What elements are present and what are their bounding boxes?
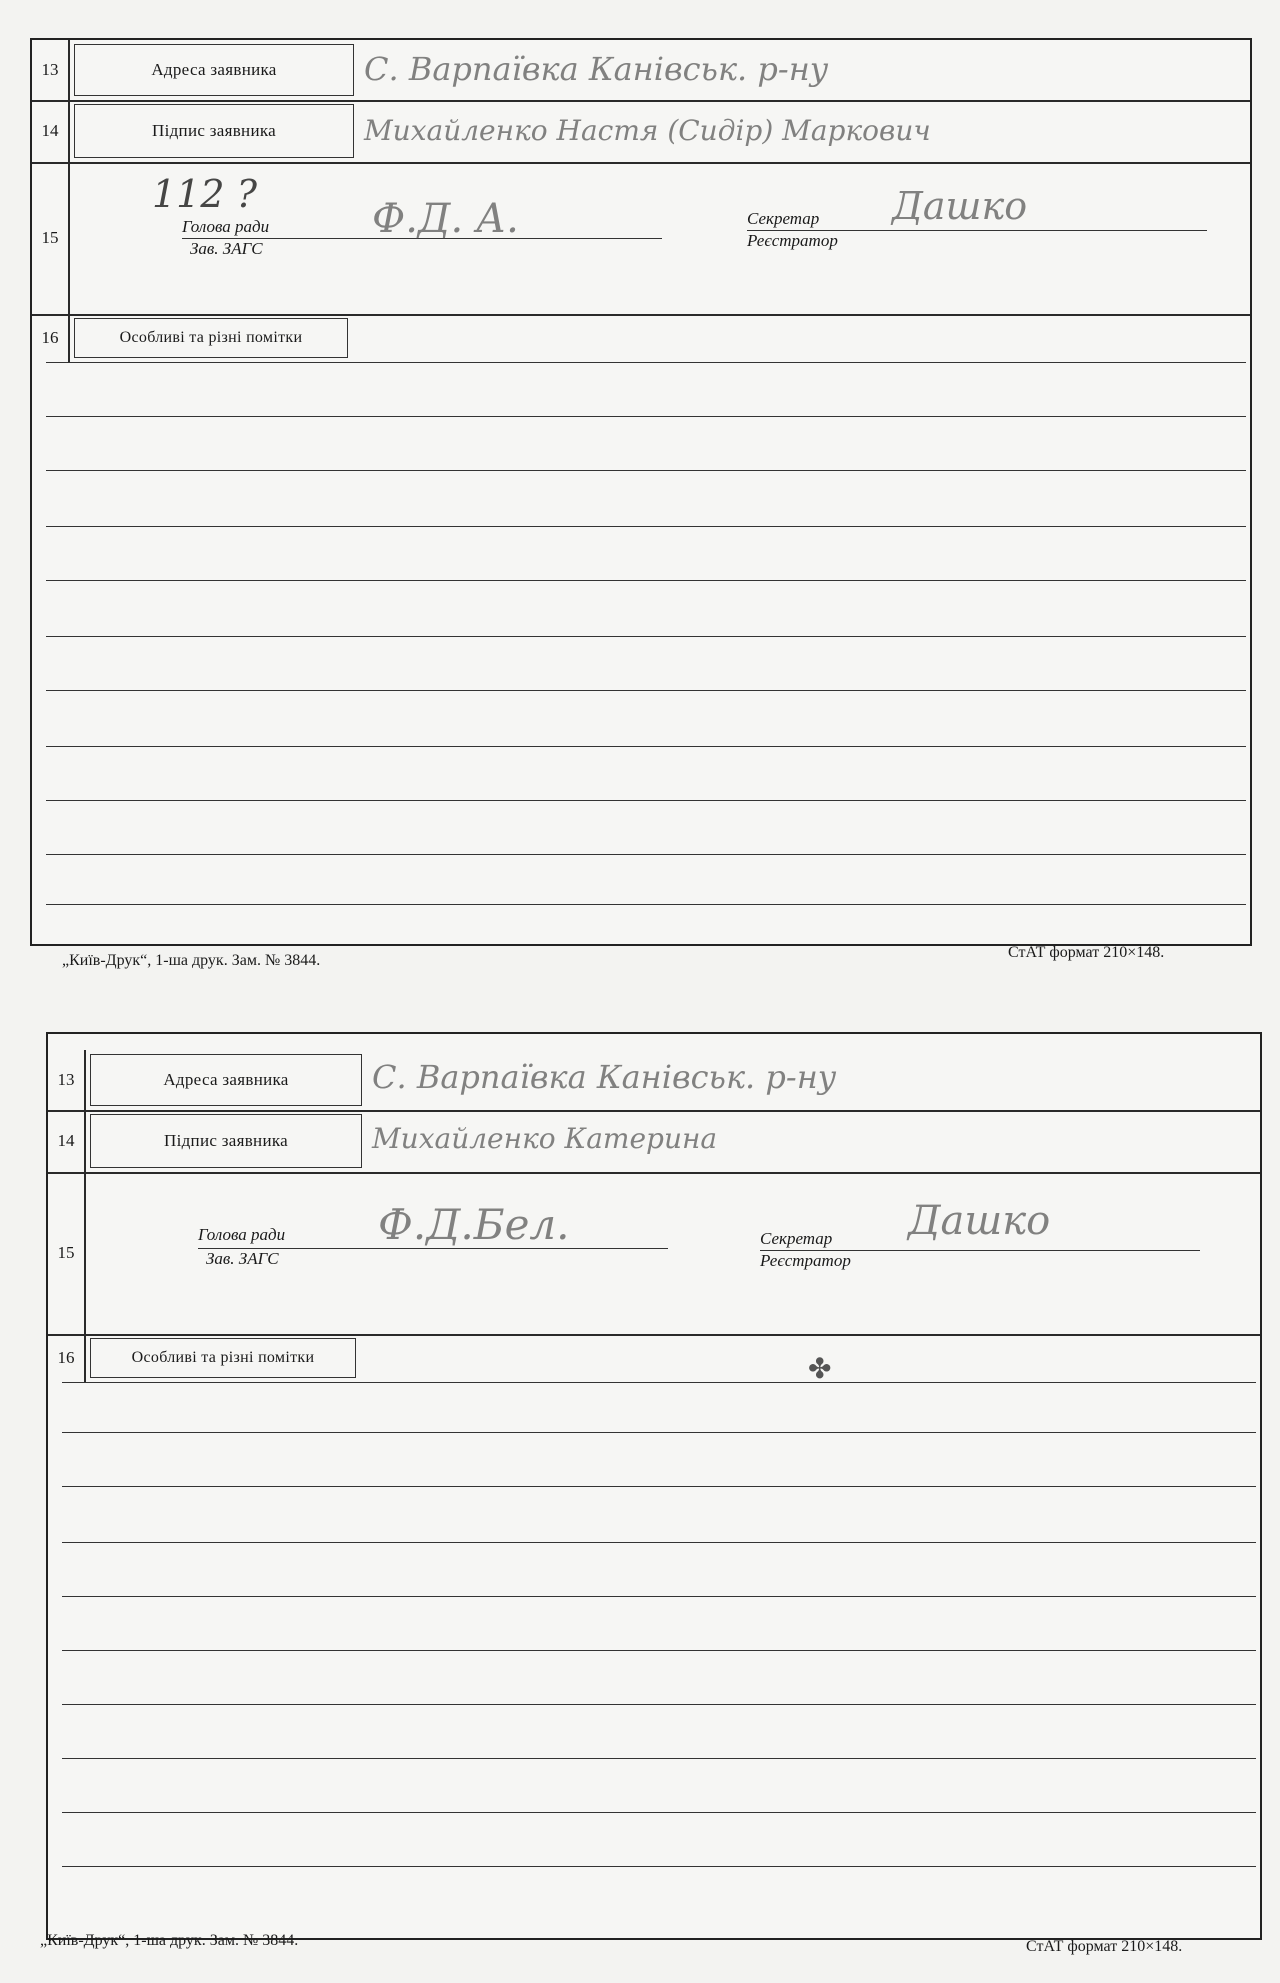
- note-line: [46, 746, 1246, 747]
- signature-secretary: Дашко: [892, 184, 1028, 228]
- ink-blot-icon: ✤: [808, 1354, 832, 1385]
- row-applicant-address: [32, 40, 1250, 102]
- head-of-council-label: Голова ради: [182, 217, 270, 236]
- label-special-notes: Особливі та різні помітки: [74, 318, 348, 358]
- secretary-label: Секретар: [760, 1229, 833, 1248]
- row-applicant-signature: [48, 1110, 1260, 1174]
- signature-head: Ф.Д.Бел.: [378, 1200, 570, 1249]
- note-line: [46, 416, 1246, 417]
- note-line: [46, 580, 1246, 581]
- note-line: [62, 1866, 1256, 1867]
- printer-imprint-top: „Київ-Друк“, 1-ша друк. Зам. № 3844.: [62, 952, 321, 969]
- label-special-notes: Особливі та різні помітки: [90, 1338, 356, 1378]
- row-officials-signatures: [32, 162, 1250, 316]
- applicant-address-value: С. Варпаївка Канівськ. р-ну: [364, 50, 829, 88]
- signature-secretary: Дашко: [908, 1198, 1051, 1244]
- row-number: 16: [32, 314, 70, 362]
- note-line: [62, 1542, 1256, 1543]
- note-line: [46, 800, 1246, 801]
- applicant-signature-value: Михайленко Катерина: [372, 1122, 718, 1155]
- head-of-council-label: Голова ради: [198, 1225, 286, 1244]
- note-line: [62, 1704, 1256, 1705]
- row-applicant-address: [48, 1050, 1260, 1112]
- label-applicant-signature: Підпис заявника: [74, 104, 354, 158]
- note-line: [46, 854, 1246, 855]
- note-line: [62, 1812, 1256, 1813]
- row-special-notes: [32, 314, 1250, 362]
- registry-head-label: Зав. ЗАГС: [190, 239, 263, 258]
- label-applicant-address: Адреса заявника: [90, 1054, 362, 1106]
- row-number: 14: [48, 1110, 86, 1172]
- handwritten-number: 112 ?: [152, 172, 257, 216]
- label-applicant-signature: Підпис заявника: [90, 1114, 362, 1168]
- format-note-bottom: СтАТ формат 210×148.: [1026, 1938, 1183, 1955]
- printer-imprint-bottom: „Київ-Друк“, 1-ша друк. Зам. № 3844.: [40, 1932, 299, 1949]
- note-line: [62, 1486, 1256, 1487]
- note-line: [62, 1382, 1256, 1383]
- signature-line-right: [760, 1250, 1200, 1251]
- row-number: 15: [32, 162, 70, 314]
- note-line: [62, 1650, 1256, 1651]
- applicant-signature-value: Михайленко Настя (Сидір) Маркович: [364, 114, 931, 147]
- note-line: [62, 1596, 1256, 1597]
- note-line: [46, 362, 1246, 363]
- row-number: 15: [48, 1172, 86, 1334]
- signature-head: Ф.Д. А.: [372, 196, 519, 242]
- note-line: [62, 1432, 1256, 1433]
- note-line: [46, 470, 1246, 471]
- note-line: [46, 526, 1246, 527]
- registry-head-label: Зав. ЗАГС: [206, 1249, 279, 1268]
- secretary-label: Секретар: [747, 209, 820, 228]
- row-number: 13: [32, 40, 70, 100]
- label-applicant-address: Адреса заявника: [74, 44, 354, 96]
- note-line: [62, 1758, 1256, 1759]
- row-special-notes: [48, 1334, 1260, 1382]
- registrar-label: Реєстратор: [747, 231, 838, 250]
- row-applicant-signature: [32, 100, 1250, 164]
- registry-form-top: [30, 38, 1252, 946]
- row-number: 13: [48, 1050, 86, 1110]
- note-line: [46, 904, 1246, 905]
- note-line: [46, 636, 1246, 637]
- note-line: [46, 690, 1246, 691]
- signature-line-right: [747, 230, 1207, 231]
- row-number: 14: [32, 100, 70, 162]
- row-officials-signatures: [48, 1172, 1260, 1336]
- registrar-label: Реєстратор: [760, 1251, 851, 1270]
- format-note-top: СтАТ формат 210×148.: [1008, 944, 1165, 961]
- registry-form-bottom: [46, 1032, 1262, 1940]
- applicant-address-value: С. Варпаївка Канівськ. р-ну: [372, 1058, 837, 1096]
- row-number: 16: [48, 1334, 86, 1382]
